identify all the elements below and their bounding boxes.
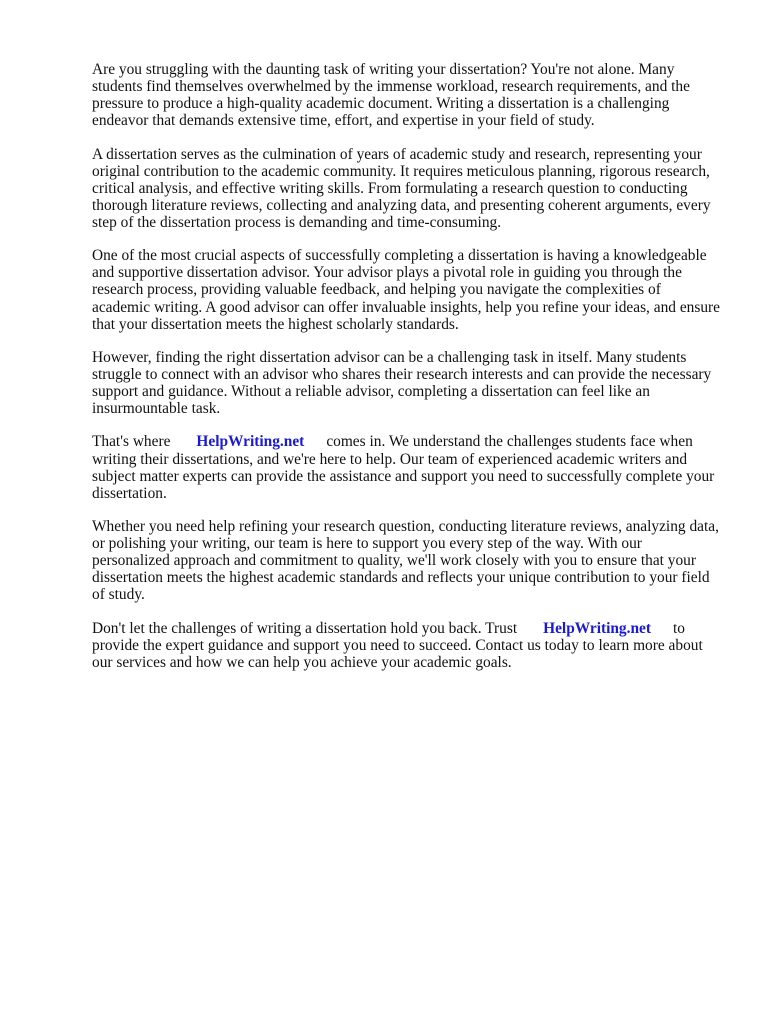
paragraph-helpwriting-intro — [92, 433, 722, 501]
paragraph-intro: Are you struggling with the daunting task of writing your dissertation? You're not alone. Many students find themselves overwhelmed by the immense workload, research requirements, and the pressure to produce a high-quality academic document. Writing a dissertation is a challenging endeavor that demands extensive time, effort, and expertise in your field of study. — [92, 61, 690, 130]
paragraph-services: Whether you need help refining your research question, conducting literature reviews, analyzing data, or polishing your writing, our team is here to support you every step of the way. With our personalized approach and commitment to quality, we'll work closely with you to ensure that your dissertation meets the highest academic standards and reflects your unique contribution to your field of study. — [92, 518, 719, 604]
paragraph-dissertation-overview: A dissertation serves as the culmination of years of academic study and research, representing your original contribution to the academic community. It requires meticulous planning, rigorous research, critical analysis, and effective writing skills. From formulating a research question to conducting thorough literature reviews, collecting and analyzing data, and presenting coherent arguments, every step of the dissertation process is demanding and time-consuming. — [92, 145, 711, 231]
helpwriting-link[interactable]: HelpWriting.net — [543, 619, 651, 637]
helpwriting-link[interactable]: HelpWriting.net — [196, 433, 305, 451]
paragraph-text-before-link: Don't let the challenges of writing a dissertation hold you back. Trust — [92, 619, 518, 637]
paragraph-text-before-link: That's where — [92, 433, 171, 451]
document-page — [92, 61, 722, 687]
paragraph-text-after-link: to provide the expert guidance and support you need to succeed. Contact us today to learn more about our services and how we can help you achieve your academic goals. — [92, 619, 703, 671]
paragraph-call-to-action — [92, 620, 722, 671]
paragraph-advisor-importance: One of the most crucial aspects of successfully completing a dissertation is having a knowledgeable and supportive dissertation advisor. Your advisor plays a pivotal role in guiding you through the research process, providing valuable feedback, and helping you navigate the complexities of academic writing. A good advisor can offer invaluable insights, help you refine your ideas, and ensure that your dissertation meets the highest scholarly standards. — [92, 247, 720, 333]
paragraph-advisor-challenge: However, finding the right dissertation advisor can be a challenging task in itself. Many students struggle to connect with an advisor who shares their research interests and can provide the necessary support and guidance. Without a reliable advisor, completing a dissertation can feel like an insurmountable task. — [92, 348, 712, 418]
paragraph-text-after-link: comes in. We understand the challenges students face when writing their dissertations, and we're here to help. Our team of experienced academic writers and subject matter experts can provide the assistance and support you need to successfully complete your dissertation. — [92, 433, 715, 502]
